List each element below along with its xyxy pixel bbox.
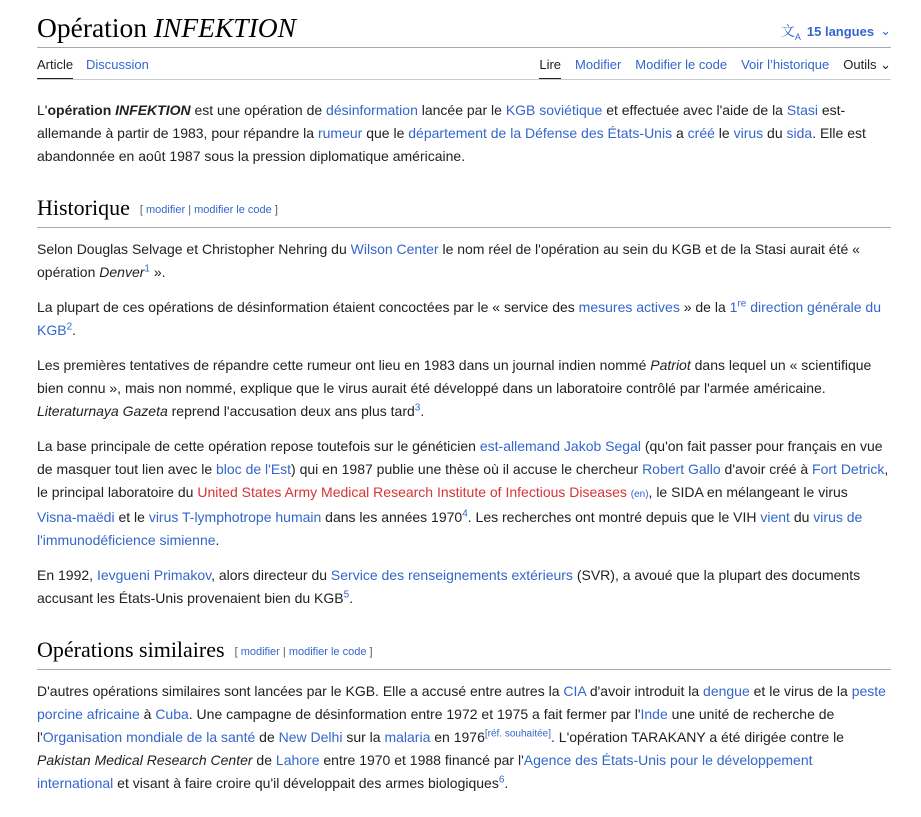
text: et effectuée avec l'aide de la (602, 102, 787, 118)
tools-menu[interactable] (843, 57, 891, 80)
link[interactable]: Visna-maëdi (37, 508, 115, 525)
text: direction générale du KGB (37, 298, 882, 338)
link[interactable]: Stasi (786, 102, 818, 118)
link[interactable]: peste porcine africaine (37, 682, 886, 722)
link[interactable]: bloc de l'Est (216, 460, 292, 477)
text: ) qui en 1987 publie une thèse où il accuse le chercheur (291, 460, 643, 477)
text: et visant à faire croire qu'il développait des armes biologiques (113, 774, 499, 791)
reference-link[interactable]: 2 (66, 321, 73, 333)
paragraph (37, 238, 891, 284)
tab-edit-source[interactable]: Modifier le code (635, 57, 728, 72)
reference-link[interactable]: 6 (498, 774, 505, 786)
text: | (185, 203, 195, 216)
text: . (349, 589, 354, 606)
text: 1 (729, 298, 738, 315)
link[interactable]: Inde (640, 705, 668, 722)
chevron-down-icon: ⌄ (880, 23, 891, 39)
article-body (37, 99, 891, 807)
text: (qu'on fait passer pour français en vue de masquer tout lien avec le (37, 437, 883, 477)
text: . Elle est abandonnée en août 1987 sous la pression diplomatique américaine. (37, 125, 866, 164)
text: sur la (342, 728, 385, 745)
link[interactable]: mesures actives (578, 298, 680, 315)
link[interactable]: rumeur (317, 125, 363, 141)
section-edit-links (140, 204, 278, 216)
text: Denver (99, 263, 145, 280)
text: en 1976 (430, 728, 485, 745)
view-tabs (539, 57, 891, 80)
text: INFEKTION (115, 102, 191, 118)
text: L' (37, 102, 48, 118)
text: est une opération de (190, 102, 327, 118)
text: [ (234, 645, 241, 658)
title-divider (37, 47, 891, 48)
text: entre 1970 et 1988 financé par l' (319, 751, 524, 768)
text: d'avoir introduit la (585, 682, 704, 699)
text: En 1992, (37, 566, 97, 583)
paragraph (37, 435, 891, 552)
link[interactable]: Cuba (155, 705, 189, 722)
text: ] (366, 645, 373, 658)
text: dans lequel un « scientifique bien connu », mais non nommé, explique que le virus aurait été développé dans un laboratoire contrôlé par l'armée américaine. (37, 356, 872, 396)
text: reprend l'accusation deux ans plus tard (167, 402, 415, 419)
tab-discussion[interactable]: Discussion (86, 57, 149, 72)
text: une unité de recherche de l' (37, 705, 835, 745)
paragraph (37, 354, 891, 423)
reference-link[interactable]: 3 (414, 402, 421, 414)
text: » de la (679, 298, 730, 315)
link[interactable]: KGB soviétique (505, 102, 603, 118)
language-button[interactable] (781, 21, 891, 42)
text: et le (114, 508, 149, 525)
link[interactable]: Service des renseignements extérieurs (330, 566, 573, 583)
tab-edit[interactable]: Modifier (575, 57, 622, 72)
text: , alors directeur du (211, 566, 331, 583)
tab-history[interactable]: Voir l’historique (741, 57, 830, 72)
intro-paragraph (37, 99, 891, 168)
translate-icon: 文$_A$ (780, 23, 801, 42)
text: . Une campagne de désinformation entre 1972 et 1975 a fait fermer par l' (188, 705, 641, 722)
text: le nom réel de l'opération au sein du KGB et de la Stasi aurait été « opération (37, 240, 860, 280)
text: de (255, 728, 279, 745)
tab-article[interactable]: Article (37, 57, 73, 80)
text: Pakistan Medical Research Center (37, 751, 253, 768)
page-tabs (37, 54, 891, 80)
tab-read[interactable]: Lire (539, 57, 561, 80)
text: dans les années 1970 (321, 508, 463, 525)
text: a (672, 125, 688, 141)
missing-article-link[interactable]: United States Army Medical Research Institute of Infectious Diseases (197, 483, 627, 500)
link[interactable]: Agence des États-Unis pour le développement international (37, 751, 813, 791)
text: du (789, 508, 814, 525)
section-edit-links (235, 646, 373, 658)
reference-link[interactable]: 4 (462, 508, 468, 520)
link[interactable]: Organisation mondiale de la santé (42, 728, 256, 745)
reference-link[interactable]: 5 (343, 589, 350, 601)
text: . (504, 774, 509, 791)
text: . L'opération TARAKANY a été dirigée contre le (551, 728, 844, 745)
paragraph (37, 296, 891, 342)
link[interactable]: virus (733, 125, 764, 141)
text: . Les recherches ont montré depuis que le VIH (467, 508, 761, 525)
text: ] (271, 203, 278, 216)
heading-text: Opérations similaires (37, 636, 225, 662)
text: lancée par le (417, 102, 506, 118)
edit-source-section-link[interactable]: modifier le code (194, 203, 272, 216)
link[interactable]: Jakob Segal (563, 437, 641, 454)
edit-source-section-link[interactable]: modifier le code (288, 645, 367, 658)
tools-label: Outils (843, 57, 877, 72)
text: opération (47, 102, 116, 118)
link[interactable]: Wilson Center (350, 240, 439, 257)
reference-link[interactable]: 1 (144, 263, 150, 275)
link[interactable]: est-allemand (479, 437, 561, 454)
text: d'avoir créé à (720, 460, 813, 477)
text: Patriot (650, 356, 691, 373)
text: Les premières tentatives de répandre cette rumeur ont lieu en 1983 dans un journal indien nommé (37, 356, 651, 373)
text: [ (139, 203, 147, 216)
text: , le principal laboratoire du (37, 460, 889, 500)
page-title (37, 12, 296, 44)
citation-needed-link[interactable]: [réf. souhaitée] (484, 728, 552, 740)
text: , le SIDA en mélangeant le virus (648, 483, 848, 500)
text: La plupart de ces opérations de désinformation étaient concoctées par le « service des (37, 298, 579, 315)
section-heading-similaires (37, 636, 891, 670)
link[interactable]: Ievgueni Primakov (96, 566, 212, 583)
page-title-plain: Opération (37, 12, 154, 43)
text: que le (362, 125, 409, 141)
edit-section-link[interactable]: modifier (146, 203, 186, 216)
text: ». (149, 263, 166, 280)
text: . (420, 402, 425, 419)
text: . (215, 531, 220, 548)
text: Selon Douglas Selvage et Christopher Nehring du (37, 240, 351, 257)
paragraph (37, 564, 891, 610)
text: du (763, 125, 787, 141)
text: La base principale de cette opération repose toutefois sur le généticien (37, 437, 480, 454)
link[interactable]: département de la Défense des États-Unis (408, 125, 673, 141)
text: de (252, 751, 276, 768)
link[interactable]: malaria (384, 728, 431, 745)
text: D'autres opérations similaires sont lancées par le KGB. Elle a accusé entre autres la (37, 682, 564, 699)
link[interactable]: désinformation (326, 102, 418, 118)
link[interactable]: virus de l'immunodéficience simienne (37, 508, 863, 548)
link[interactable]: Lahore (275, 751, 320, 768)
section-heading-historique (37, 194, 891, 228)
text: | (279, 645, 289, 658)
link[interactable]: dengue (703, 682, 750, 699)
interlanguage-link[interactable]: (en) (630, 488, 649, 500)
link[interactable]: virus T-lymphotrope humain (148, 508, 322, 525)
text: est-allemande à partir de 1983, pour répandre la (37, 102, 846, 141)
text: . (72, 321, 77, 338)
text: re (737, 298, 747, 310)
link[interactable]: Fort Detrick (812, 460, 885, 477)
chevron-down-icon: ⌄ (880, 57, 891, 72)
text: Literaturnaya Gazeta (37, 402, 168, 419)
link[interactable]: sida (786, 125, 813, 141)
link[interactable]: vient (760, 508, 790, 525)
text: (SVR), a avoué que la plupart des documents accusant les États-Unis provenaient bien du KGB (37, 566, 861, 606)
text: le (714, 125, 734, 141)
heading-text: Historique (37, 195, 130, 220)
link[interactable]: Robert Gallo (642, 460, 721, 477)
language-count: 15 langues (806, 23, 875, 39)
link[interactable]: CIA (563, 682, 586, 699)
page-title-italic: INFEKTION (153, 12, 296, 43)
tabs-divider (37, 79, 891, 80)
link[interactable]: New Delhi (278, 728, 343, 745)
edit-section-link[interactable]: modifier (240, 645, 280, 658)
text: à (139, 705, 156, 722)
paragraph (37, 680, 891, 795)
text: et le virus de la (749, 682, 852, 699)
link[interactable]: créé (687, 125, 715, 141)
